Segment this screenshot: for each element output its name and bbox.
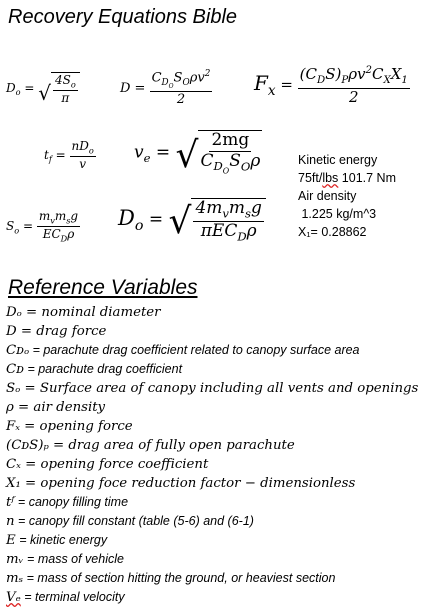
reference-symbol: mₛ <box>6 571 24 586</box>
reference-symbol: tᶠ <box>6 495 15 510</box>
reference-description: = mass of section hitting the ground, or heaviest section <box>23 571 336 585</box>
reference-item <box>6 512 418 531</box>
equation-nominal-diameter: $D_o$ = √ $\frac{4S_o}{\pi}$ <box>6 72 80 105</box>
reference-description: = parachute drag coefficient <box>23 362 183 376</box>
reference-list <box>6 303 418 607</box>
reference-description: = mass of vehicle <box>23 552 124 566</box>
reference-symbol: mᵥ <box>6 552 24 567</box>
reference-item <box>6 398 418 417</box>
equation-surface-area: $S_o$ = $\frac{m_vm_sg}{EC_D\rho}$ <box>6 209 79 244</box>
reference-symbol: Vₑ <box>6 590 21 605</box>
reference-item <box>6 493 418 512</box>
note-air-density-value: 1.225 kg/m^3 <box>298 207 377 221</box>
reference-description: = terminal velocity <box>20 590 125 604</box>
notes-block <box>298 151 396 241</box>
reference-description: = opening force coefficient <box>20 457 209 472</box>
note-x1-value: X₁= 0.28862 <box>298 225 367 239</box>
reference-description: = Surface area of canopy including all vents and openings <box>20 381 419 396</box>
reference-description: = drag force <box>16 324 107 339</box>
reference-item <box>6 455 418 474</box>
reference-description: = air density <box>13 400 106 415</box>
reference-symbol: D <box>6 324 17 339</box>
note-kinetic-energy-value: 75ft/lbs 101.7 Nm <box>298 171 396 185</box>
reference-item <box>6 531 418 550</box>
reference-item <box>6 303 418 322</box>
reference-item <box>6 322 418 341</box>
reference-symbol: Cᴅ <box>6 362 24 377</box>
reference-item <box>6 360 418 379</box>
reference-description: = kinetic energy <box>15 533 108 547</box>
reference-symbol: Sₒ <box>6 381 21 396</box>
reference-item <box>6 436 418 455</box>
equation-filling-time: $t_f$ = $\frac{nD_o}{v}$ <box>44 139 94 171</box>
reference-description: = opening foce reduction factor − dimensionless <box>20 476 356 491</box>
reference-symbol: Cₓ <box>6 457 21 472</box>
equation-nominal-diameter-2: $D_o$ = √ $\frac{4m_vm_sg}{\pi EC_D\rho}$ <box>118 198 266 242</box>
reference-symbol: Fₓ <box>6 419 20 434</box>
reference-item <box>6 341 418 360</box>
spellcheck-mark: lbs <box>322 171 339 185</box>
equation-opening-force: $F_x$ = $\frac{(C_DS)_P\rho v^2C_XX_1}{2}$ <box>254 65 408 106</box>
reference-description: = drag area of fully open parachute <box>48 438 295 453</box>
page-title: Recovery Equations Bible <box>8 6 238 28</box>
reference-symbol: Cᴅₒ <box>6 343 30 358</box>
reference-symbol: (CᴅS)ₚ <box>6 438 49 453</box>
reference-symbol: X₁ <box>6 476 21 491</box>
reference-description: = nominal diameter <box>21 305 161 320</box>
note-air-density: Air density <box>298 189 357 203</box>
reference-symbol: E <box>6 533 16 548</box>
reference-item <box>6 417 418 436</box>
reference-item <box>6 550 418 569</box>
reference-symbol: ρ <box>6 400 14 415</box>
note-kinetic-energy: Kinetic energy <box>298 153 378 167</box>
reference-item <box>6 379 418 398</box>
equation-terminal-velocity: $v_e$ = √ $\frac{2mg}{C_{D_O}S_O\rho}$ <box>134 130 261 176</box>
reference-description: = canopy filling time <box>14 495 129 509</box>
reference-description: = canopy fill constant (table (5-6) and (6-1) <box>14 514 254 528</box>
reference-description: = opening force <box>19 419 133 434</box>
reference-item <box>6 569 418 588</box>
section-heading: Reference Variables <box>8 276 198 299</box>
reference-symbol: Dₒ <box>6 305 22 320</box>
reference-description: = parachute drag coefficient related to canopy surface area <box>29 343 360 357</box>
reference-item <box>6 474 418 493</box>
reference-item <box>6 588 418 607</box>
equation-drag-force: D = $\frac{C_{D_O}S_O\rho v^2}{2}$ <box>120 69 211 107</box>
reference-symbol: n <box>6 514 15 529</box>
